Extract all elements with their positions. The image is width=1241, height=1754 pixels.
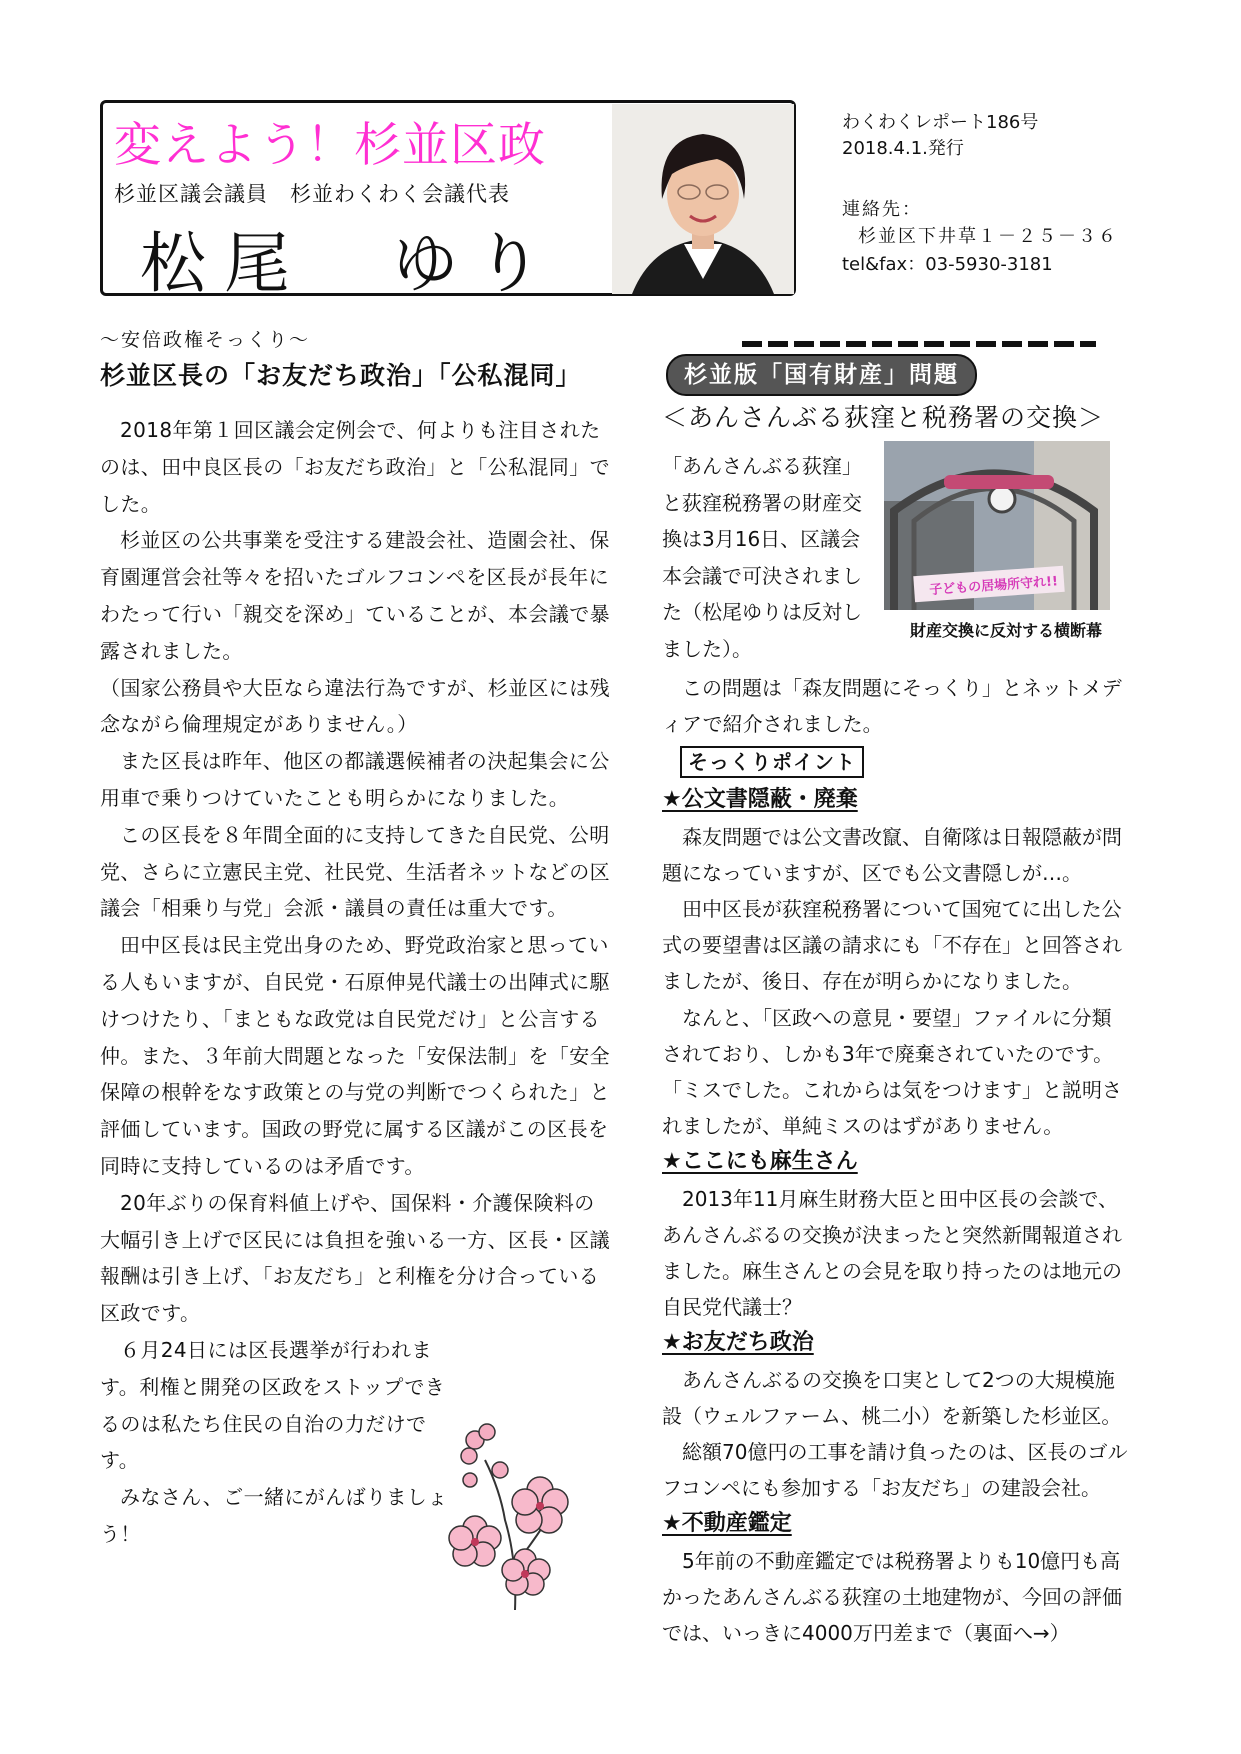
points-label: そっくりポイント [680, 746, 864, 778]
photo-caption: 財産交換に反対する横断幕 [910, 621, 1103, 640]
contact-telfax: tel&fax：03-5930-3181 [842, 254, 1053, 275]
issue-date: 2018.4.1.発行 [842, 138, 964, 159]
paragraph: あんさんぶるの交換を口実として2つの大規模施設（ウェルファーム、桃二小）を新築した杉並区。 [662, 1367, 1122, 1428]
paragraph: （国家公務員や大臣なら違法行為ですが、杉並区には残念ながら倫理規定がありません。） [100, 675, 610, 737]
left-article [100, 412, 610, 1553]
paragraph: また区長は昨年、他区の都議選候補者の決起集会に公用車で乗りつけていたことも明らかになりました。 [100, 749, 610, 810]
right-article [662, 670, 1130, 1651]
report-number: わくわくレポート186号 [842, 112, 1039, 133]
paragraph: ６月24日には区長選挙が行われます。利権と開発の区政をストップできるのは私たち住民の自治の力だけです。 [100, 1337, 446, 1473]
paragraph: 20年ぶりの保育料値上げや、国保料・介護保険料の大幅引き上げで区民には負担を強いる一方、区長・区議報酬は引き上げ、「お友だち」と利権を分け合っている区政です。 [100, 1190, 610, 1326]
right-intro [662, 448, 877, 667]
paragraph: この問題は「森友問題にそっくり」とネットメディアで紹介されました。 [662, 676, 1122, 737]
banner-text: 子どもの居場所守れ!! [928, 574, 1059, 599]
member-role: 杉並区議会議員 杉並わくわく会議代表 [114, 182, 510, 206]
paragraph: 杉並区の公共事業を受注する建設会社、造園会社、保育園運営会社等々を招いたゴルフコンペを区長が長年にわたって行い「親交を深め」ていることが、本会議で暴露されました。 [100, 528, 610, 663]
paragraph: 5年前の不動産鑑定では税務署よりも10億円も高かったあんさんぶる荻窪の土地建物が、今回の評価では、いっきに4000万円差まで（裏面へ→） [662, 1548, 1122, 1646]
paragraph: この区長を８年間全面的に支持してきた自民党、公明党、さらに立憲民主党、社民党、生活者ネットなどの区議会「相乗り与党」会派・議員の責任は重大です。 [100, 822, 610, 921]
paragraph: 総額70億円の工事を請け負ったのは、区長のゴルフコンペにも参加する「お友だち」の建設会社。 [662, 1440, 1128, 1501]
right-subtitle: ＜あんさんぶる荻窪と税務署の交換＞ [662, 403, 1105, 432]
member-name: 松尾 ゆり [140, 225, 560, 302]
contact-address: 杉並区下井草１－２５－３６ [858, 226, 1118, 247]
paragraph: なんと、「区政への意見・要望」ファイルに分類されており、しかも3年で廃棄されていたのです。「ミスでした。これからは気をつけます」と説明されましたが、単純ミスのはずがありません。 [662, 1005, 1122, 1139]
left-headline: 杉並区長の「お友だち政治」「公私混同」 [100, 361, 582, 390]
paragraph: 田中区長が荻窪税務署について国宛てに出した公式の要望書は区議の請求にも「不存在」と回答されましたが、後日、存在が明らかになりました。 [662, 897, 1122, 994]
section-heading: ★ここにも麻生さん [662, 1149, 858, 1175]
dashed-divider [742, 333, 1096, 341]
paragraph: 森友問題では公文書改竄、自衛隊は日報隠蔽が問題になっていますが、区でも公文書隠しが…。 [662, 824, 1122, 885]
section-heading: ★不動産鑑定 [662, 1511, 792, 1537]
contact-label: 連絡先： [842, 199, 922, 220]
section-heading: ★お友だち政治 [662, 1330, 814, 1356]
paragraph: 田中区長は民主党出身のため、野党政治家と思っている人もいますが、自民党・石原伸晃代議士の出陣式に駆けつけたり、「まともな政党は自民党だけ」と公言する仲。また、３年前大問題となった「安保法制」を「安全保障の根幹をなす政策との与党の判断でつくられた」と評価しています。国政の野党に属する区議がこの区長を同時に支持しているのは矛盾です。 [100, 933, 610, 1178]
left-subtitle: ～安倍政権そっくり～ [100, 329, 311, 351]
paragraph: 2018年第１回区議会定例会で、何よりも注目されたのは、田中良区長の「お友だち政治」と「公私混同」でした。 [100, 418, 610, 516]
topic-label: 杉並版「国有財産」問題 [666, 354, 977, 396]
paragraph: 2013年11月麻生財務大臣と田中区長の会談で、あんさんぶるの交換が決まったと突然新聞報道されました。麻生さんとの会見を取り持ったのは地元の自民党代議士？ [662, 1186, 1122, 1320]
paragraph: みなさん、ご一緒にがんばりましょう！ [100, 1485, 448, 1546]
section-heading: ★公文書隠蔽・廃棄 [662, 787, 858, 813]
paragraph: 「あんさんぶる荻窪」と荻窪税務署の財産交換は3月16日、区議会本会議で可決されました（松尾ゆりは反対しました）。 [662, 454, 862, 661]
arch-photo [884, 441, 1110, 610]
issue-info [842, 110, 1038, 162]
slogan: 変えよう！杉並区政 [114, 118, 546, 173]
portrait-photo [612, 104, 794, 294]
flower-illustration [445, 1420, 585, 1610]
